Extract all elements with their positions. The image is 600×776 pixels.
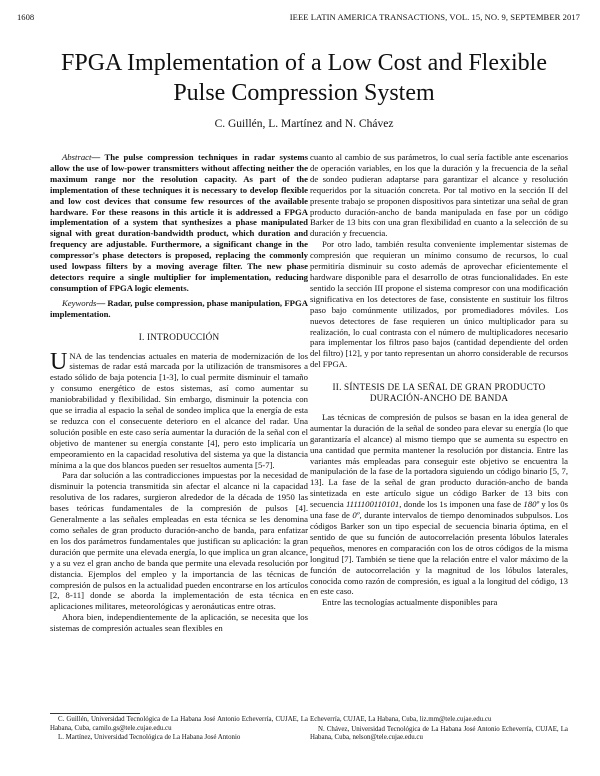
barker-code-sequence: 1111100110101 bbox=[345, 499, 400, 510]
intro-paragraph-1 bbox=[50, 348, 308, 471]
footnotes-left bbox=[50, 716, 308, 744]
left-column bbox=[50, 152, 308, 634]
right-column bbox=[310, 152, 568, 608]
s2-p1-c: y los 0s una fase de bbox=[310, 499, 568, 521]
journal-header: IEEE LATIN AMERICA TRANSACTIONS, VOL. 15, NO. 9, SEPTEMBER 2017 bbox=[289, 12, 580, 22]
section-2-heading-line-2: DURACIÓN-ANCHO DE BANDA bbox=[369, 393, 509, 404]
intro-paragraph-3: Ahora bien, independientemente de la aplicación, se necesita que los sistemas de compresión actuales sean flexibles en bbox=[50, 612, 308, 634]
phase-0: 0º bbox=[352, 510, 360, 521]
drop-cap: U bbox=[50, 348, 68, 375]
footnote-martinez-cont: Echeverría, CUJAE, La Habana, Cuba, liz.mm@tele.cujae.edu.cu bbox=[310, 716, 492, 723]
footnote-rule bbox=[50, 713, 140, 714]
keywords bbox=[50, 298, 308, 320]
footnote-martinez: L. Martínez, Universidad Tecnológica de La Habana José Antonio bbox=[58, 734, 241, 741]
s2-p1-d: , durante intervalos de tiempo denominados subpulsos. Los códigos Barker son un tipo especial de secuencia binaria óptima, en el sentido de que su función de autocorrelación presenta lóbulos laterales pequeños, menores en comparación con los de otros códigos de la misma longitud [7]. También se tiene que la relación entre el valor máximo de la función de autocorrelación y la magnitud de los lóbulos laterales, conocida como razón de compresión, es igual a la longitud del código, 13 en este caso. bbox=[310, 510, 568, 597]
section-2-heading bbox=[310, 382, 568, 404]
abstract-label: Abstract bbox=[62, 152, 92, 162]
intro-paragraph-5: Por otro lado, también resulta conveniente implementar sistemas de compresión que requieran un mínimo consumo de recursos, lo cual permitiría disminuir su costo además de aprovechar eficientemente el hardware disponible para el desarrollo de otras funcionalidades. En este sentido la sección III propone el sistema compresor con una modificación significativa en los detectores de fase, consistente en sustituir los filtros paso bajo comúnmente utilizados, por promediadores móviles. Los nuevos detectores de fase requieren un único multiplicador para su realización, lo cual contrasta con el número de multiplicadores necesario para implementar los filtros paso bajos (cantidad dependiente del orden del filtro) [12], y por tanto representan un ahorro considerable de recursos del FPGA. bbox=[310, 239, 568, 370]
s2-p1-b: , donde los 1s imponen una fase de bbox=[399, 499, 524, 510]
section-1-heading: I. INTRODUCCIÓN bbox=[138, 331, 220, 342]
section-2-paragraph-1 bbox=[310, 412, 568, 597]
s2-p1-a: Las técnicas de compresión de pulsos se basan en la idea general de aumentar la duración de la señal de sondeo para elevar su energía (lo que garantizaría el alcance) al mismo tiempo que se aumenta su espectro en una cantidad que permita mantener la resolución por distancia. Entre las variantes más empleadas para conseguir este objetivo se encuentra la manipulación de la fase de la portadora siguiendo un código binario [5, 7, 13]. La fase de la señal de gran producto duración-ancho de banda sintetizada en este artículo sigue un código Barker de 13 bits con secuencia bbox=[310, 411, 568, 510]
intro-paragraph-2: Para dar solución a las contradicciones impuestas por la necesidad de disminuir la potencia transmitida sin afectar el alcance ni la capacidad resolutiva de los radares, surgieron alrededor de la década de 1950 las bases teóricas fundamentales de la compresión de pulsos [4]. Generalmente a las señales empleadas en esta técnica se les denomina como señales de gran producto duración-ancho de banda, para enfatizar en los dos parámetros fundamentales que justifican su aplicación: la gran duración que permite una elevada energía, lo que implica un gran alcance, y a su vez el gran ancho de banda que permite una elevada resolución por distancia. Ejemplos del empleo y la importancia de las técnicas de compresión de pulsos en la actualidad pueden encontrarse en los artículos [2, 8-11] donde se aborda la implementación de esta técnica en aplicaciones militares, meteorológicas y aeronáuticas entre otras. bbox=[50, 470, 308, 612]
phase-180: 180º bbox=[523, 499, 540, 510]
footnote-guillen: C. Guillén, Universidad Tecnológica de La Habana José Antonio Echeverría, CUJAE, La Habana, Cuba, camilo.gs@tele.cujae.edu.cu bbox=[50, 716, 308, 732]
title-line-1: FPGA Implementation of a Low Cost and Flexible bbox=[61, 50, 547, 76]
abstract bbox=[50, 152, 308, 294]
intro-p1-text: NA de las tendencias actuales en materia de modernización de los sistemas de radar está marcada por la utilización de transmisores a estado sólido de baja potencia [1-3], lo cual permite disminuir el tamaño y consumo energético de estos sistemas, así como aumentar su maniobrabilidad y flexibilidad. Sin embargo, disminuir la potencia con que se irradia al espacio la señal de sondeo implica que la energía de esta se reduzca con el consecuente deterioro en el alcance del radar. Una solución posible en este caso sería aumentar la duración de la señal con el objetivo de mantener su energía constante [4], pero esto implicaría un empeoramiento en la capacidad resolutiva del sistema ya que la distancia mínima a la que dos blancos pueden ser resueltos aumenta [5-7]. bbox=[50, 350, 308, 470]
footnotes-right bbox=[310, 716, 568, 744]
footnote-chavez: N. Chávez, Universidad Tecnológica de La Habana José Antonio Echeverría, CUJAE, La Habana, Cuba, nelson@tele.cujae.edu.cu bbox=[310, 725, 568, 741]
section-2-heading-line-1: II. SÍNTESIS DE LA SEÑAL DE GRAN PRODUCTO bbox=[332, 382, 546, 393]
title-line-2: Pulse Compression System bbox=[173, 80, 435, 106]
keywords-text: — Radar, pulse compression, phase manipulation, FPGA implementation. bbox=[50, 297, 308, 319]
authors: C. Guillén, L. Martínez and N. Chávez bbox=[214, 118, 394, 130]
section-2-paragraph-2: Entre las tecnologías actualmente disponibles para bbox=[322, 597, 498, 608]
keywords-label: Keywords bbox=[62, 297, 97, 308]
abstract-text: — The pulse compression techniques in radar systems allow the use of low-power transmitters without affecting neither the maximum range nor the resolution capacity. As part of the implementation of these techniques it is necessary to develop flexible and low cost devices that consume few resources of the available hardware. For these reasons in this article it is addressed a FPGA implementation of a system that synthesizes a phase manipulated signal with great duration-bandwidth product, which duration and frequency are adjustable. Furthermore, a significant change in the compressor's phase detectors is proposed, replacing the commonly used lowpass filters by a moving average filter. The new phase detectors require a single multiplier for implementation, reducing consumption of FPGA logic elements. bbox=[50, 152, 308, 293]
paper-title bbox=[40, 48, 568, 108]
page-number: 1608 bbox=[17, 12, 35, 22]
intro-paragraph-4: cuanto al cambio de sus parámetros, lo cual sería factible ante escenarios de operación variables, en los que la duración y la frecuencia de la señal de sondeo pudieran adaptarse para garantizar el alcance y resolución requeridos por la situación concreta. Por tal motivo en la sección II del presente trabajo se proponen dispositivos para sintetizar una señal de gran producto duración-ancho de banda manipulada en fase por un código Barker de 13 bits con una gran flexibilidad en cuanto a la selección de su duración y frecuencia. bbox=[310, 152, 568, 239]
